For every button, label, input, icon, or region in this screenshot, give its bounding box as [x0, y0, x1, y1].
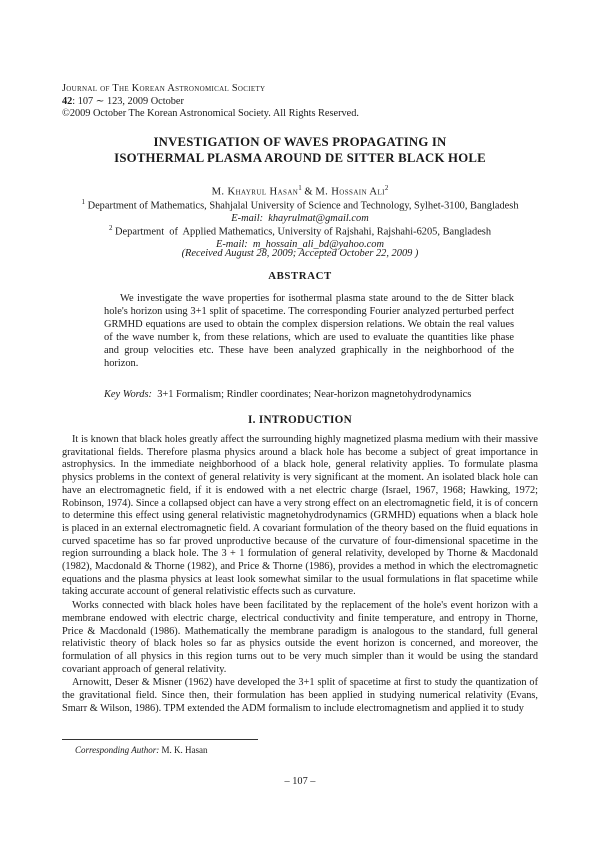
page-number: – 107 – — [284, 776, 316, 787]
keywords — [104, 389, 524, 400]
pages-date: : 107 ∼ 123, 2009 October — [72, 95, 184, 107]
body-paragraph-1: It is known that black holes greatly affect the surrounding highly magnetized plasma medium with their massive gravitational fields. Therefore plasma physics around a black hole has become a subject of great importance in astrophysics. In the immediate neighborhood of a black hole, general relativity applies. To formulate plasma physics problems in the context of general relativity is very significant at the moment. An isolated black hole can have an electromagnetic field, if it is endowed with a net electric charge (Israel, 1967, 1968; Hawking, 1972; Robinson, 1974). Since a collapsed object can have a very strong effect on an electromagnetic field, it is of concern to determine this effect using general relativistic magnetohydrodynamics (GRMHD) equations when a black hole is placed in an external electromagnetic field. A covariant formulation of the theory based on the fluid equations in curved spacetime has so far proved unproductive because of the curvature of four-dimensional spacetime in the region surrounding a black hole. The 3 + 1 formulation of general relativity, developed by Thorne & Macdonald (1982), Macdonald & Thorne (1982), and Price & Thorne (1986), provides a method in which the electromagnetic equations and the plasma physics at least look somewhat similar to the usual formulations in flat spacetime while taking accurate account of general relativistic effects such as curvature. — [62, 434, 538, 598]
footnote-rule — [62, 739, 258, 740]
received-dates: (Received August 28, 2009; Accepted October 22, 2009 ) — [181, 248, 419, 259]
author-conjunction: & — [301, 186, 316, 198]
section-body — [62, 434, 538, 716]
body-paragraph-2: Works connected with black holes have been facilitated by the replacement of the hole's event horizon with a membrane endowed with electric charge, electrical conductivity and finite temperature, and entropy in Thorne, Price & Macdonald (1986). Mathematically the membrane paradigm is analogous to the standard, full general relativistic theory of black holes so far as physics outside the event horizon is concerned, and moreover, the formulation of all physics in this region turns out to be very much simpler than it would be using the standard covariant approach of general relativity. — [62, 600, 538, 675]
abstract-heading: ABSTRACT — [268, 270, 332, 282]
journal-name: Journal of The Korean Astronomical Society — [62, 83, 266, 94]
volume-number: 42 — [62, 95, 73, 107]
affiliation-1 — [40, 196, 560, 225]
affiliation-2-email: E-mail: m_hossain_ali_bd@yahoo.com — [215, 238, 384, 250]
author-2: M. Hossain Ali — [315, 186, 385, 198]
keywords-text: 3+1 Formalism; Rindler coordinates; Near-horizon magnetohydrodynamics — [152, 389, 472, 400]
author-2-sup: 2 — [384, 184, 389, 192]
copyright-line: ©2009 October The Korean Astronomical Society. All Rights Reserved. — [62, 108, 359, 119]
affiliation-1-email: E-mail: khayrulmat@gmail.com — [231, 212, 369, 224]
author-1-sup: 1 — [298, 184, 302, 192]
affiliation-2 — [40, 222, 560, 251]
affiliation-2-sup: 2 — [108, 224, 113, 232]
footnote-text: M. K. Hasan — [159, 745, 208, 755]
affiliation-1-text: Department of Mathematics, Shahjalal University of Science and Technology, Sylhet-3100, Bangladesh — [84, 200, 519, 212]
author-1: M. Khayrul Hasan — [211, 186, 299, 198]
footnote-label: Corresponding Author: — [75, 745, 160, 755]
title-line-1: INVESTIGATION OF WAVES PROPAGATING IN — [153, 135, 447, 149]
title-line-2: ISOTHERMAL PLASMA AROUND DE SITTER BLACK HOLE — [114, 150, 486, 165]
section-heading: I. INTRODUCTION — [248, 414, 352, 426]
abstract-body — [104, 292, 514, 370]
affiliation-2-text: Department of Applied Mathematics, University of Rajshahi, Rajshahi-6205, Bangladesh — [112, 226, 492, 238]
journal-header — [62, 83, 359, 121]
body-paragraph-3: Arnowitt, Deser & Misner (1962) have developed the 3+1 split of spacetime at first to study the quantization of the gravitational field. Since then, their formulation has been applied in studying numerical relativity (Evans, Smarr & Wilson, 1986). TPM extended the ADM formalism to include electromagnetism and applied it to study — [62, 677, 538, 714]
footnote — [75, 745, 208, 755]
keywords-label: Key Words: — [104, 389, 153, 400]
affiliation-1-sup: 1 — [81, 198, 85, 206]
paper-title — [40, 135, 560, 166]
abstract-text: We investigate the wave properties for isothermal plasma state around to the de Sitter black hole's horizon using 3+1 split of spacetime. The corresponding Fourier analyzed perturbed perfect GRMHD equations are used to obtain the complex dispersion relations. We obtain the real values of the wave number k, from these relations, which are used to evaluate the quantities like phase and group velocities etc. These have been analyzed graphically in the neighborhood of the horizon. — [104, 293, 514, 370]
